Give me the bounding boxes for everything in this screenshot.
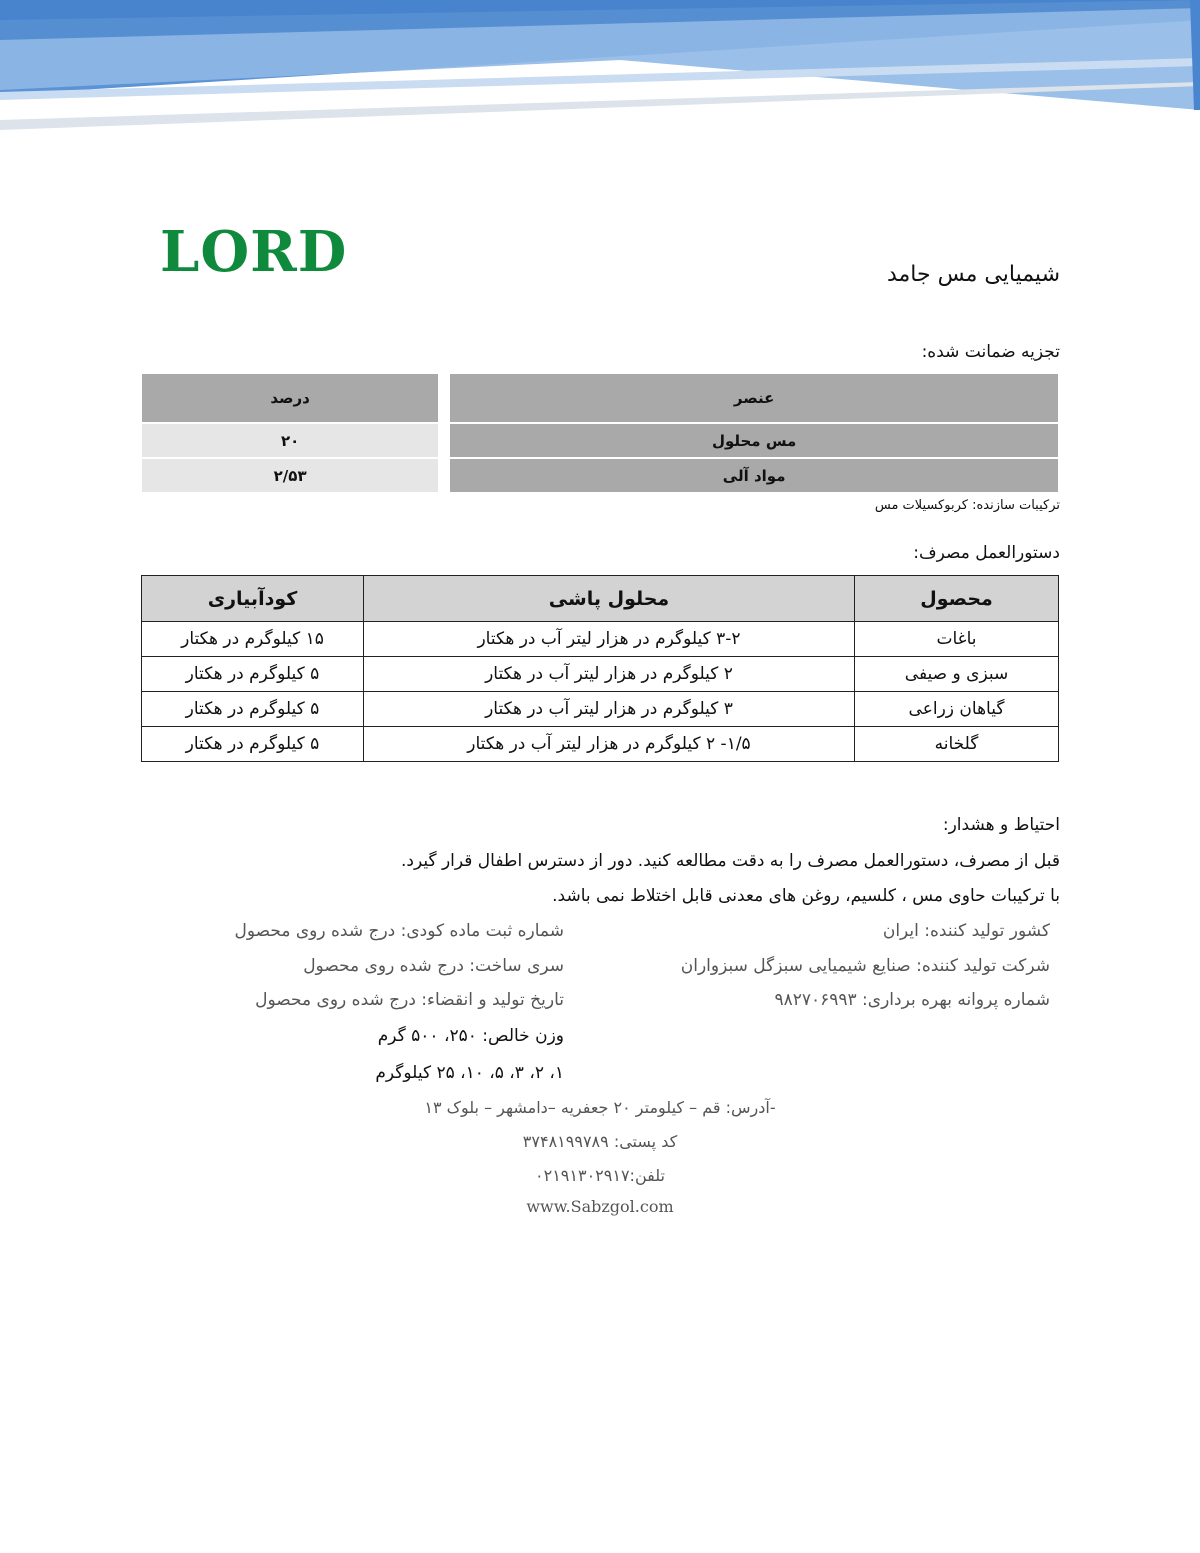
warning-label: احتیاط و هشدار:	[942, 815, 1060, 835]
usage-spray-cell: ۳-۲ کیلوگرم در هزار لیتر آب در هکتار	[364, 622, 855, 657]
product-title: شیمیایی مس جامد	[886, 262, 1060, 287]
table-row	[142, 657, 1059, 692]
analysis-percent-cell: ۲۰	[142, 423, 444, 458]
usage-crop-cell: گیاهان زراعی	[855, 692, 1059, 727]
table-row	[142, 458, 1058, 492]
license-number: شماره پروانه بهره برداری: ۹۸۲۷۰۶۹۹۳	[774, 990, 1050, 1010]
usage-table	[141, 575, 1059, 762]
usage-header-crop: محصول	[855, 576, 1059, 622]
package-weights: ۱، ۲، ۳، ۵، ۱۰، ۲۵ کیلوگرم	[375, 1063, 564, 1083]
analysis-element-cell: مواد آلی	[444, 458, 1058, 492]
table-row	[142, 727, 1059, 762]
analysis-header-row	[142, 374, 1058, 423]
usage-spray-cell: ۲ کیلوگرم در هزار لیتر آب در هکتار	[364, 657, 855, 692]
table-row	[142, 423, 1058, 458]
manufacturer: شرکت تولید کننده: صنایع شیمیایی سبزگل سبزواران	[680, 956, 1050, 976]
brand-logo	[160, 219, 348, 285]
warning-text: با ترکیبات حاوی مس ، کلسیم، روغن های معدنی قابل اختلاط نمی باشد.	[552, 886, 1060, 906]
warning-text: قبل از مصرف، دستورالعمل مصرف را به دقت مطالعه کنید. دور از دسترس اطفال قرار گیرد.	[400, 851, 1060, 871]
analysis-header-element: عنصر	[444, 374, 1058, 423]
postal-code: کد پستی: ۳۷۴۸۱۹۹۷۸۹	[522, 1132, 678, 1151]
analysis-element-cell: مس محلول	[444, 423, 1058, 458]
table-row	[142, 622, 1059, 657]
usage-fertigation-cell: ۵ کیلوگرم در هکتار	[142, 657, 364, 692]
usage-crop-cell: سبزی و صیفی	[855, 657, 1059, 692]
header-banner	[0, 0, 1200, 140]
usage-label: دستورالعمل مصرف:	[913, 543, 1060, 563]
net-weight: وزن خالص: ۲۵۰، ۵۰۰ گرم	[377, 1026, 564, 1046]
analysis-table	[142, 374, 1058, 492]
usage-crop-cell: گلخانه	[855, 727, 1059, 762]
company-address: -آدرس: قم – کیلومتر ۲۰ جعفریه –دامشهر – بلوک ۱۳	[424, 1098, 776, 1117]
usage-spray-cell: ۳ کیلوگرم در هزار لیتر آب در هکتار	[364, 692, 855, 727]
usage-crop-cell: باغات	[855, 622, 1059, 657]
usage-header-fertigation: کودآبیاری	[142, 576, 364, 622]
phone-number: تلفن:۰۲۱۹۱۳۰۲۹۱۷	[535, 1166, 665, 1185]
usage-fertigation-cell: ۵ کیلوگرم در هکتار	[142, 727, 364, 762]
batch-series: سری ساخت: درج شده روی محصول	[303, 956, 564, 976]
table-row	[142, 692, 1059, 727]
usage-fertigation-cell: ۵ کیلوگرم در هکتار	[142, 692, 364, 727]
analysis-label: تجزیه ضمانت شده:	[921, 342, 1060, 362]
production-expiry-dates: تاریخ تولید و انقضاء: درج شده روی محصول	[255, 990, 564, 1010]
composition-note: ترکیبات سازنده: کربوکسیلات مس	[874, 498, 1060, 513]
analysis-percent-cell: ۲/۵۳	[142, 458, 444, 492]
website-link[interactable]: www.Sabzgol.com	[526, 1197, 674, 1216]
usage-spray-cell: ۱/۵- ۲ کیلوگرم در هزار لیتر آب در هکتار	[364, 727, 855, 762]
usage-header-row	[142, 576, 1059, 622]
analysis-header-percent: درصد	[142, 374, 444, 423]
country-of-origin: کشور تولید کننده: ایران	[882, 921, 1050, 941]
usage-header-spray: محلول پاشی	[364, 576, 855, 622]
logo-wordmark: LORD	[160, 219, 348, 285]
registration-number: شماره ثبت ماده کودی: درج شده روی محصول	[234, 921, 564, 941]
usage-fertigation-cell: ۱۵ کیلوگرم در هکتار	[142, 622, 364, 657]
